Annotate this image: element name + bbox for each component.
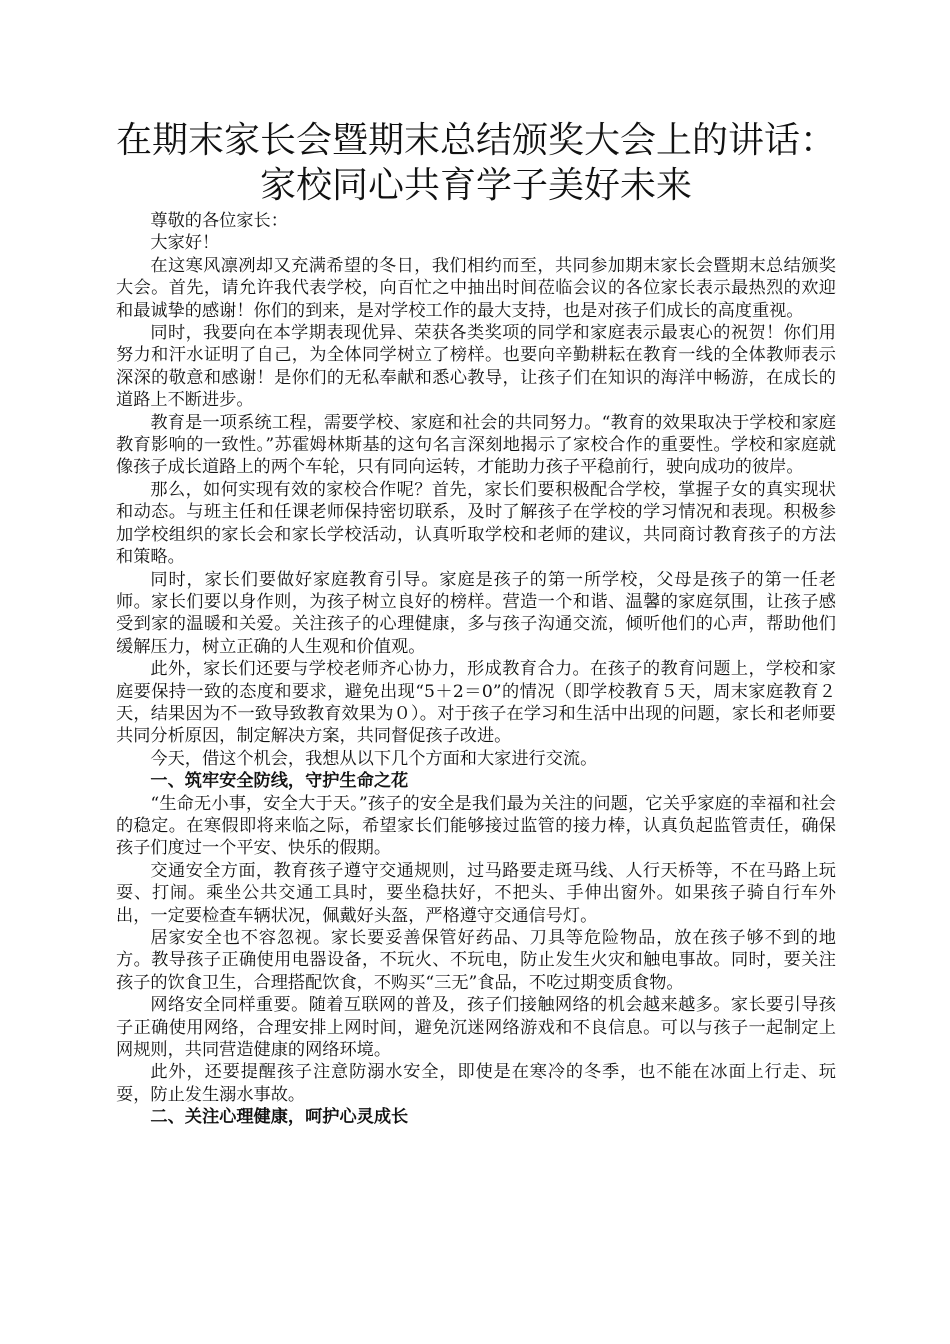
- paragraph: “生命无小事，安全大于天。”孩子的安全是我们最为关注的问题，它关乎家庭的幸福和社会的稳定。在寒假即将来临之际，希望家长们能够接过监管的接力棒，认真负起监管责任，确保孩子们度过一个平安、快乐的假期。: [116, 793, 836, 859]
- paragraph: 交通安全方面，教育孩子遵守交通规则，过马路要走斑马线、人行天桥等，不在马路上玩耍、打闹。乘坐公共交通工具时，要坐稳扶好，不把头、手伸出窗外。如果孩子骑自行车外出，一定要检查车辆状况，佩戴好头盔，严格遵守交通信号灯。: [116, 860, 836, 926]
- title-line-2: 家校同心共育学子美好未来: [259, 165, 692, 206]
- section-heading: 二、关注心理健康，呵护心灵成长: [150, 1107, 409, 1128]
- document-page: [116, 118, 836, 1129]
- paragraph: 大家好！: [150, 233, 220, 254]
- paragraph: 同时，我要向在本学期表现优异、荣获各类奖项的同学和家庭表示最衷心的祝贺！你们用努力和汗水证明了自己，为全体同学树立了榜样。也要向辛勤耕耘在教育一线的全体教师表示深深的敬意和感谢！是你们的无私奉献和悉心教导，让孩子们在知识的海洋中畅游，在成长的道路上不断进步。: [116, 323, 836, 411]
- paragraph: 同时，家长们要做好家庭教育引导。家庭是孩子的第一所学校，父母是孩子的第一任老师。家长们要以身作则，为孩子树立良好的榜样。营造一个和谐、温馨的家庭氛围，让孩子感受到家的温暖和关爱。关注孩子的心理健康，多与孩子沟通交流，倾听他们的心声，帮助他们缓解压力，树立正确的人生观和价值观。: [116, 569, 836, 657]
- section-heading: 一、筑牢安全防线，守护生命之花: [150, 771, 409, 792]
- document-title: [108, 118, 844, 208]
- paragraph: 在这寒风凛冽却又充满希望的冬日，我们相约而至，共同参加期末家长会暨期末总结颁奖大会。首先，请允许我代表学校，向百忙之中抽出时间莅临会议的各位家长表示最热烈的欢迎和最诚挚的感谢！你们的到来，是对学校工作的最大支持，也是对孩子们成长的高度重视。: [116, 255, 836, 321]
- paragraph: 尊敬的各位家长：: [150, 211, 288, 231]
- paragraph: 教育是一项系统工程，需要学校、家庭和社会的共同努力。“教育的效果取决于学校和家庭教育影响的一致性。”苏霍姆林斯基的这句名言深刻地揭示了家校合作的重要性。学校和家庭就像孩子成长道路上的两个车轮，只有同向运转，才能助力孩子平稳前行，驶向成功的彼岸。: [116, 412, 836, 478]
- paragraph: 那么，如何实现有效的家校合作呢？首先，家长们要积极配合学校，掌握子女的真实现状和动态。与班主任和任课老师保持密切联系，及时了解孩子在学校的学习情况和表现。积极参加学校组织的家长会和家长学校活动，认真听取学校和老师的建议，共同商讨教育孩子的方法和策略。: [116, 479, 836, 568]
- paragraph: 此外，家长们还要与学校老师齐心协力，形成教育合力。在孩子的教育问题上，学校和家庭要保持一致的态度和要求，避免出现“5＋2＝0”的情况（即学校教育５天，周末家庭教育２天，结果因为不一致导致教育效果为０）。对于孩子在学习和生活中出现的问题，家长和老师要共同分析原因，制定解决方案，共同督促孩子改进。: [116, 659, 836, 747]
- paragraph: 此外，还要提醒孩子注意防溺水安全，即使是在寒冷的冬季，也不能在冰面上行走、玩耍，防止发生溺水事故。: [116, 1062, 836, 1105]
- document-body: [116, 210, 836, 1129]
- paragraph: 居家安全也不容忽视。家长要妥善保管好药品、刀具等危险物品，放在孩子够不到的地方。教导孩子正确使用电器设备，不玩火、不玩电，防止发生火灾和触电事故。同时，要关注孩子的饮食卫生，合理搭配饮食，不购买“三无”食品，不吃过期变质食物。: [116, 928, 836, 993]
- title-line-1: 在期末家长会暨期末总结颁奖大会上的讲话：: [115, 120, 836, 161]
- paragraph: 今天，借这个机会，我想从以下几个方面和大家进行交流。: [150, 748, 598, 769]
- paragraph: 网络安全同样重要。随着互联网的普及，孩子们接触网络的机会越来越多。家长要引导孩子正确使用网络，合理安排上网时间，避免沉迷网络游戏和不良信息。可以与孩子一起制定上网规则，共同营造健康的网络环境。: [116, 995, 836, 1061]
